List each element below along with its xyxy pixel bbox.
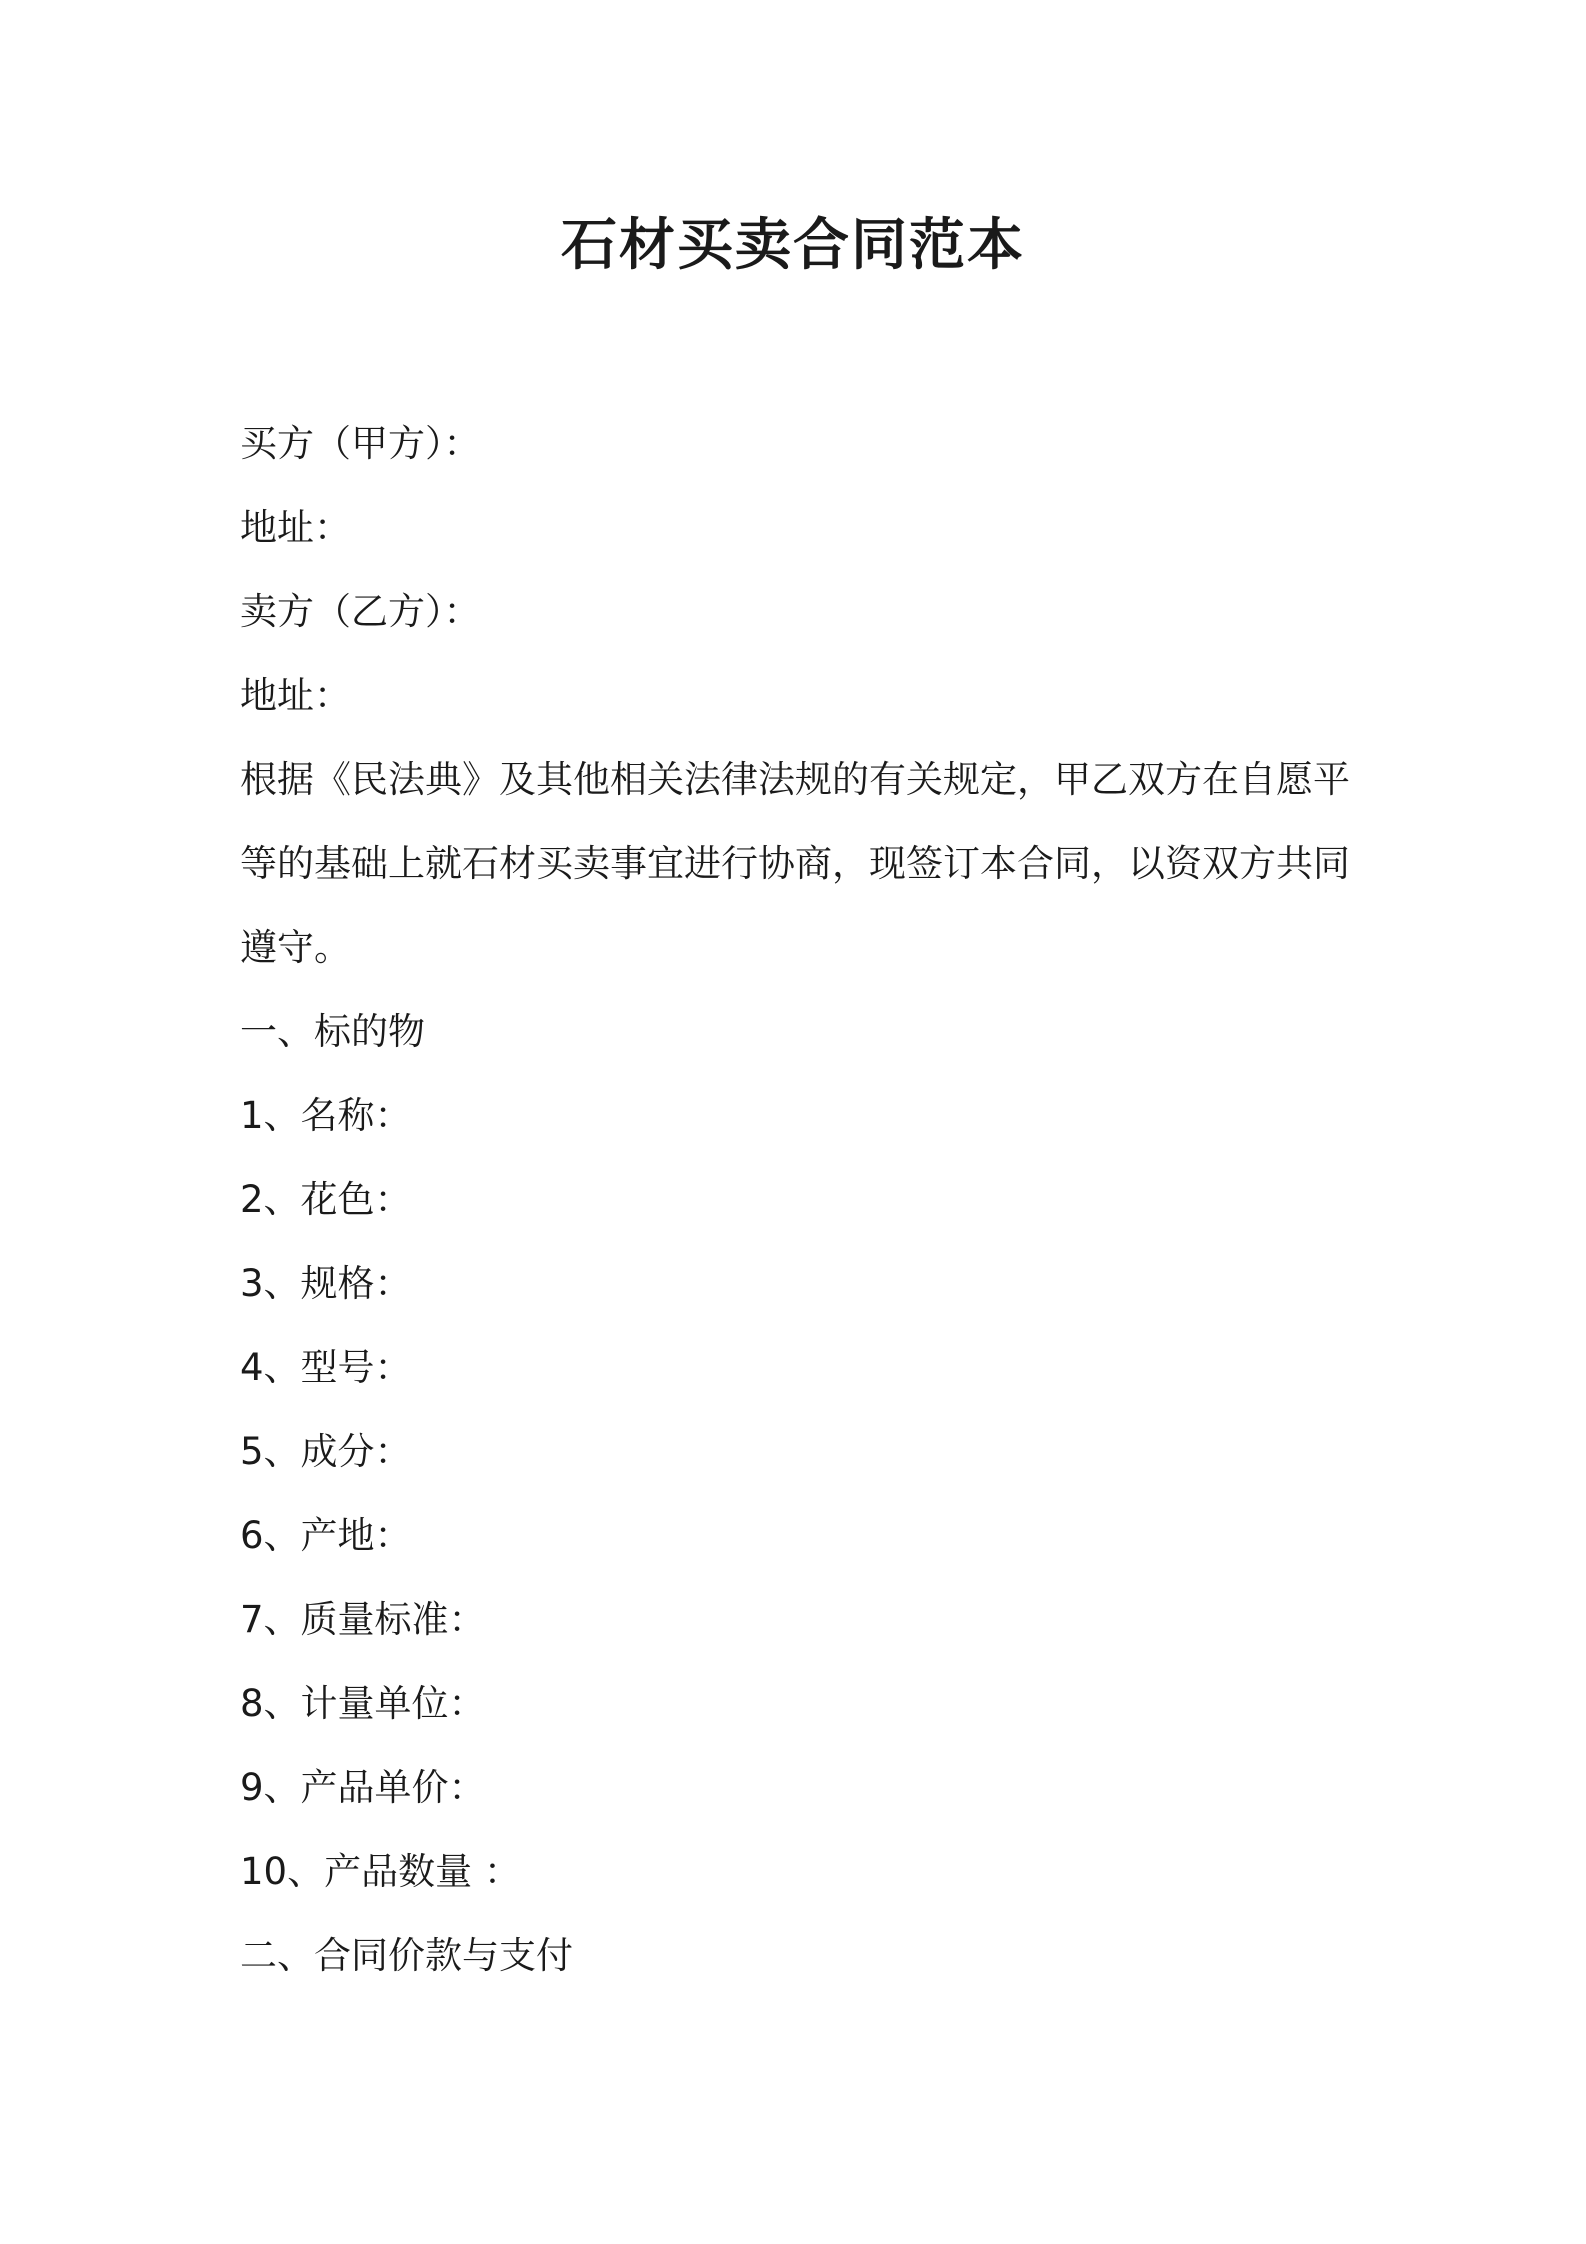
- buyer-line: 买方（甲方）：: [240, 422, 481, 465]
- list-item: 1、名称：: [240, 1094, 412, 1137]
- list-item: 3、规格：: [240, 1262, 412, 1305]
- buyer-address-line: 地址：: [240, 506, 351, 549]
- document-title: 石材买卖合同范本: [561, 213, 1025, 278]
- section-heading-price-payment: 二、合同价款与支付: [240, 1934, 573, 1977]
- list-item: 9、产品单价：: [240, 1766, 486, 1809]
- list-item: 4、型号：: [240, 1346, 412, 1389]
- seller-address-line: 地址：: [240, 674, 351, 717]
- list-item: 2、花色：: [240, 1178, 412, 1221]
- list-item: 8、计量单位：: [240, 1682, 486, 1725]
- seller-line: 卖方（乙方）：: [240, 590, 481, 633]
- list-item: 5、成分：: [240, 1430, 412, 1473]
- list-item: 6、产地：: [240, 1514, 412, 1557]
- list-item: 10、产品数量 ：: [240, 1850, 521, 1893]
- preamble-paragraph: 根据《民法典》及其他相关法律法规的有关规定，甲乙双方在自愿平等的基础上就石材买卖事宜进行协商，现签订本合同，以资双方共同遵守。: [240, 758, 1350, 969]
- section-heading-subject-matter: 一、标的物: [240, 1010, 425, 1053]
- document-body: [240, 402, 1350, 1998]
- list-item: 7、质量标准：: [240, 1598, 486, 1641]
